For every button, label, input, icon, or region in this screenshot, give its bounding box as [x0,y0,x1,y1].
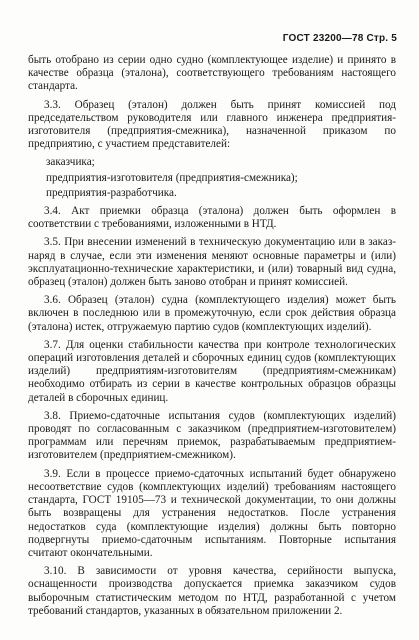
paragraph-3-7: 3.7. Для оценки стабильности качества при контроле технологических операций изготовления деталей и сборочных единиц судов (комплектующих изделий) предприятиям-изготовителям (предприятиям-смежникам) необходимо отбирать из серии в качестве контрольных образцов образцы деталей в сборочных единиц. [28,338,396,404]
document-body [28,54,396,623]
page-header: ГОСТ 23200—78 Стр. 5 [282,33,397,44]
list-item: предприятия-разработчика. [46,186,177,199]
paragraph-3-6: 3.6. Образец (эталон) судна (комплектующего изделия) может быть включен в последнюю или в промежуточную, если срок действия образца (эталона) истек, отгружаемую партию судов (комплектующих изделий). [28,294,396,333]
paragraph-3-9: 3.9. Если в процессе приемо-сдаточных испытаний будет обнаружено несоответствие судов (комплектующих изделий) требованиям настоящего стандарта, ГОСТ 19105—73 и технической документации, то они должны быть возвращены для устранения недостатков. После устранения недостатков суда (комплектующие изделия) должны быть повторно подвергнуты приемо-сдаточным испытаниям. Повторные испытания считают окончательными. [28,467,396,559]
paragraph-3-10: 3.10. В зависимости от уровня качества, серийности выпуска, оснащенности производства допускается приемка заказчиком судов выборочным статистическим методом по НТД, разработанной с учетом требований стандартов, указанных в обязательном приложении 2. [28,565,396,617]
paragraph-3-8: 3.8. Приемо-сдаточные испытания судов (комплектующих изделий) проводят по согласованным с заказчиком (предприятием-изготовителем) программам или перечням приемок, разрабатываемым предприятием-изготовителем (предприятием-смежником). [28,409,396,462]
paragraph-3-4: 3.4. Акт приемки образца (эталона) должен быть оформлен в соответствии с требованиями, изложенными в НТД. [28,205,396,231]
paragraph-3-5: 3.5. При внесении изменений в техническую документацию или в заказ-наряд в случае, если эти изменения меняют основные параметры и (или) эксплуатационно-технические характеристики, и (или) товарный вид судна, образец (эталон) должен быть заново отобран и принят комиссией. [28,236,396,289]
paragraph-continuation: быть отобрано из серии одно судно (комплектующее изделие) и принято в качестве образца (эталона), соответствующего требованиям настоящего стандарта. [28,54,396,93]
paragraph-3-3: 3.3. Образец (эталон) должен быть принят комиссией под председательством руководителя или главного инженера предприятия-изготовителя (предприятия-смежника), назначенной приказом по предприятию, с участием представителей: [28,98,396,151]
list-item: предприятия-изготовителя (предприятия-смежника); [46,171,298,184]
list-item: заказчика; [46,156,95,169]
representatives-list [28,156,396,200]
